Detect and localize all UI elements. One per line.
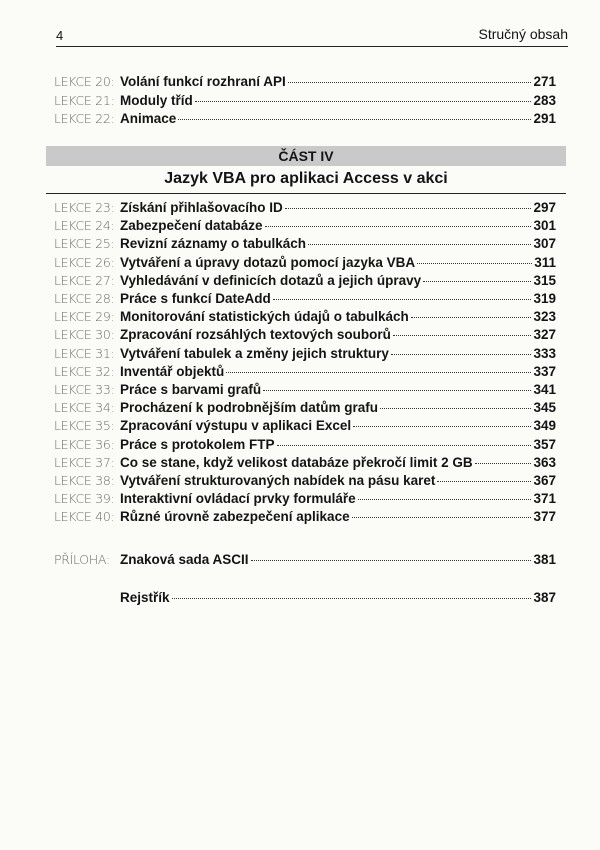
entry-title: Rejstřík — [120, 590, 170, 605]
entry-label: LEKCE 31: — [54, 345, 115, 361]
leader-dots — [178, 119, 531, 120]
entry-page: 341 — [533, 382, 556, 397]
toc-entry[interactable] — [54, 92, 556, 110]
toc-entry-appendix-row[interactable] — [54, 551, 556, 569]
page-number: 4 — [56, 28, 64, 43]
entry-title: Vytváření a úpravy dotazů pomocí jazyka VBA — [120, 254, 416, 270]
entry-title: Procházení k podrobnějším datům grafu — [120, 400, 379, 416]
entry-title: Různé úrovně zabezpečení aplikace — [120, 509, 350, 525]
entry-label: PŘÍLOHA: — [54, 552, 110, 567]
part-title: Jazyk VBA pro aplikaci Access v akci — [164, 170, 448, 187]
entry-title: Zpracování rozsáhlých textových souborů — [120, 327, 391, 343]
entry-label: LEKCE 35: — [54, 418, 115, 434]
toc-entry[interactable] — [54, 454, 556, 472]
entry-page: 291 — [533, 111, 556, 126]
entry-page: 311 — [534, 254, 556, 270]
toc-entry[interactable] — [54, 217, 556, 235]
entry-label: LEKCE 25: — [54, 236, 115, 252]
leader-dots — [263, 390, 531, 391]
entry-page: 377 — [533, 509, 556, 525]
entry-page: 387 — [533, 590, 556, 605]
leader-dots — [475, 463, 532, 464]
entry-page: 327 — [533, 327, 556, 343]
entry-page: 283 — [533, 92, 556, 108]
entry-page: 307 — [533, 236, 556, 252]
toc-entry-index-row[interactable] — [54, 589, 556, 607]
leader-dots — [353, 426, 531, 427]
toc-entry[interactable] — [54, 254, 556, 272]
page-header — [56, 26, 568, 47]
toc-entry[interactable] — [54, 326, 556, 344]
toc-entry[interactable] — [54, 345, 556, 363]
entry-page: 301 — [533, 218, 556, 234]
entry-title: Vytváření tabulek a změny jejich struktury — [120, 345, 389, 361]
entry-title: Volání funkcí rozhraní API — [120, 74, 286, 89]
entry-label: LEKCE 27: — [54, 272, 115, 288]
toc-entry[interactable] — [54, 272, 556, 290]
leader-dots — [391, 354, 532, 355]
leader-dots — [423, 281, 531, 282]
entry-label: LEKCE 33: — [54, 382, 115, 397]
entry-page: 319 — [533, 291, 556, 306]
toc-entry[interactable] — [54, 381, 556, 399]
entry-label: LEKCE 34: — [54, 400, 115, 416]
entry-label: LEKCE 38: — [54, 473, 115, 488]
leader-dots — [393, 335, 532, 336]
toc-entry[interactable] — [54, 363, 556, 381]
entry-label: LEKCE 32: — [54, 363, 115, 379]
entry-page: 363 — [533, 454, 556, 470]
leader-dots — [288, 82, 532, 83]
entry-label: LEKCE 40: — [54, 509, 115, 525]
entry-label: LEKCE 30: — [54, 327, 115, 343]
entry-title: Znaková sada ASCII — [120, 552, 249, 567]
entry-title: Monitorování statistických údajů o tabulkách — [120, 309, 409, 325]
entry-page: 345 — [533, 400, 556, 416]
entry-page: 357 — [533, 436, 556, 452]
leader-dots — [380, 408, 531, 409]
entry-title: Zpracování výstupu v aplikaci Excel — [120, 418, 352, 434]
leader-dots — [265, 226, 532, 227]
toc-entry[interactable] — [54, 308, 556, 326]
entry-page: 337 — [533, 363, 556, 379]
entry-title: Inventář objektů — [120, 363, 225, 379]
toc-entry[interactable] — [54, 73, 556, 91]
toc-entry[interactable] — [54, 508, 556, 526]
part-divider — [46, 193, 566, 194]
toc-entry[interactable] — [54, 199, 556, 217]
leader-dots — [411, 317, 532, 318]
entry-label: LEKCE 39: — [54, 491, 115, 507]
entry-page: 323 — [533, 309, 556, 325]
entry-label: LEKCE 28: — [54, 291, 115, 306]
leader-dots — [195, 101, 532, 102]
entry-page: 333 — [533, 345, 556, 361]
entry-title: Vyhledávání v definicích dotazů a jejich úpravy — [120, 272, 422, 288]
leader-dots — [172, 598, 532, 599]
entry-label: LEKCE 21: — [54, 92, 115, 108]
entry-page: 381 — [533, 552, 556, 567]
leader-dots — [273, 299, 532, 300]
entry-label: LEKCE 24: — [54, 218, 115, 234]
entry-label: LEKCE 22: — [54, 111, 115, 126]
entry-title: Získání přihlašovacího ID — [120, 200, 283, 215]
entry-title: Revizní záznamy o tabulkách — [120, 236, 307, 252]
entry-title: Vytváření strukturovaných nabídek na pásu karet — [120, 473, 436, 488]
running-head: Stručný obsah — [478, 26, 568, 42]
entry-page: 271 — [533, 74, 556, 89]
toc-entry[interactable] — [54, 110, 556, 128]
entry-page: 371 — [533, 491, 556, 507]
leader-dots — [417, 263, 532, 264]
leader-dots — [308, 244, 531, 245]
leader-dots — [277, 445, 532, 446]
entry-title: Práce s funkcí DateAdd — [120, 291, 271, 306]
entry-label: LEKCE 37: — [54, 454, 115, 470]
entry-title: Práce s protokolem FTP — [120, 436, 275, 452]
entry-title: Moduly tříd — [120, 92, 193, 108]
entry-page: 315 — [533, 272, 556, 288]
entry-label: LEKCE 36: — [54, 436, 115, 452]
entry-title: Animace — [120, 111, 177, 126]
entry-title: Interaktivní ovládací prvky formuláře — [120, 491, 356, 507]
entry-label: LEKCE 23: — [54, 200, 115, 215]
entry-title: Zabezpečení databáze — [120, 218, 263, 234]
toc-entry[interactable] — [54, 490, 556, 508]
leader-dots — [352, 517, 532, 518]
leader-dots — [358, 499, 532, 500]
toc-entry[interactable] — [54, 417, 556, 435]
entry-title: Práce s barvami grafů — [120, 382, 262, 397]
entry-page: 367 — [533, 473, 556, 488]
leader-dots — [226, 372, 531, 373]
leader-dots — [285, 208, 532, 209]
toc-entry[interactable] — [54, 235, 556, 253]
leader-dots — [251, 560, 532, 561]
entry-title: Co se stane, když velikost databáze překročí limit 2 GB — [120, 454, 473, 470]
toc-entry[interactable] — [54, 472, 556, 490]
toc-entry[interactable] — [54, 290, 556, 308]
entry-page: 349 — [533, 418, 556, 434]
entry-page: 297 — [533, 200, 556, 215]
entry-label: LEKCE 20: — [54, 74, 115, 89]
entry-label: LEKCE 26: — [54, 254, 115, 270]
toc-entry[interactable] — [54, 399, 556, 417]
part-heading: ČÁST IV — [46, 146, 566, 166]
toc-entry[interactable] — [54, 436, 556, 454]
entry-label: LEKCE 29: — [54, 309, 115, 325]
leader-dots — [437, 481, 531, 482]
